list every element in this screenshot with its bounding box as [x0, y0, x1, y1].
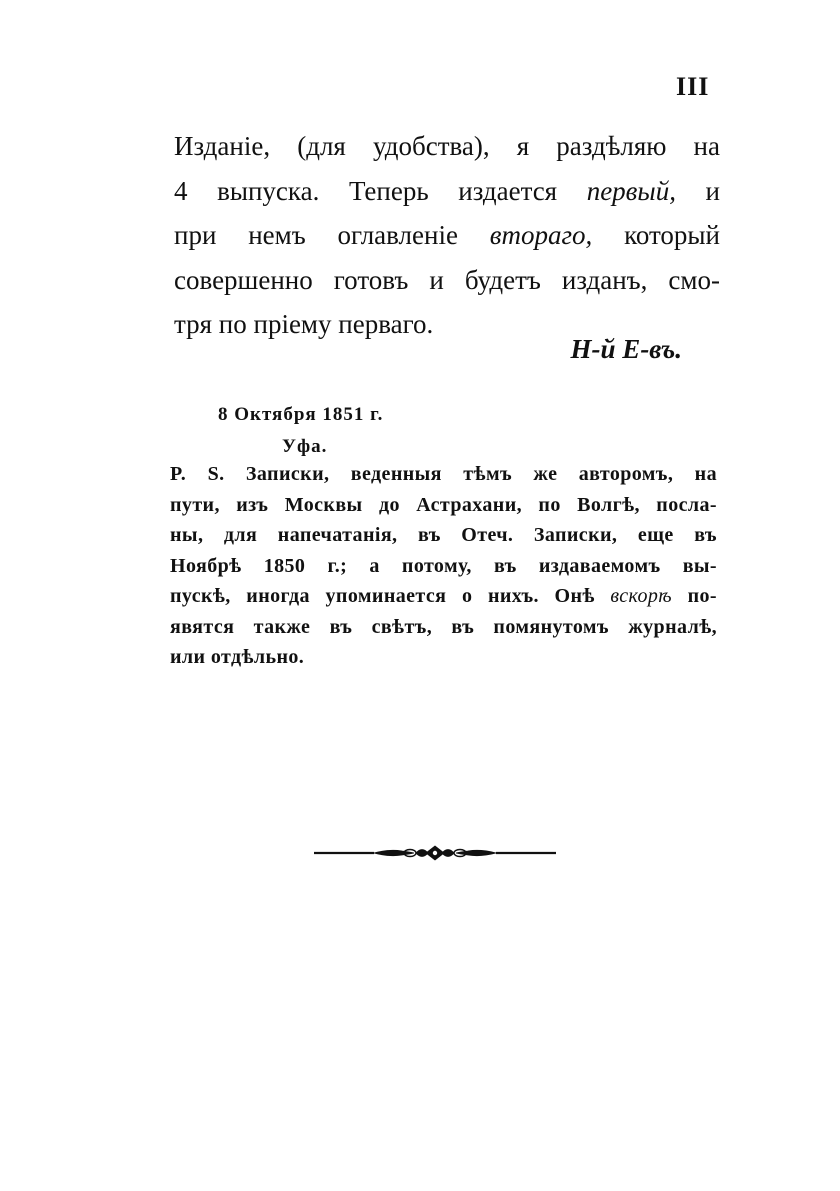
- text-run: который: [592, 220, 720, 250]
- author-signature: Н-й Е-въ.: [570, 334, 682, 364]
- text-run: P. S. Записки, веденныя тѣмъ же авторомъ, на: [170, 463, 717, 485]
- text-run: явятся также въ свѣтъ, въ помянутомъ журналѣ,: [170, 615, 717, 638]
- text-run: или отдѣльно.: [170, 646, 305, 668]
- main-line-4: [174, 258, 720, 303]
- ps-line-3: [170, 520, 717, 551]
- main-line-2: [174, 169, 720, 214]
- ps-line-2: [170, 490, 717, 521]
- ps-line-5: [170, 581, 717, 612]
- ps-line-1: [170, 459, 717, 490]
- italic-run: вскорѣ: [610, 585, 673, 607]
- italic-run: первый,: [586, 175, 676, 206]
- text-run: 4 выпуска. Теперь издается: [174, 175, 587, 206]
- tailpiece-ornament-icon: [314, 842, 556, 864]
- text-run: пускѣ, иногда упоминается о нихъ. Онѣ: [170, 585, 611, 607]
- text-run: Изданіе, (для удобства), я раздѣляю на: [174, 131, 720, 161]
- main-line-3: [174, 213, 720, 258]
- text-run: и: [675, 175, 720, 206]
- text-run: совершенно готовъ и будетъ изданъ, смо-: [174, 264, 720, 295]
- text-run: при немъ оглавленіе: [174, 220, 490, 250]
- main-line-1: [174, 124, 720, 169]
- main-paragraph: [174, 124, 720, 347]
- ps-line-7: [170, 642, 717, 673]
- page-number: III: [676, 72, 710, 101]
- place-line: Уфа.: [282, 436, 328, 457]
- date-line: 8 Октября 1851 г.: [218, 404, 384, 425]
- ps-line-4: [170, 551, 717, 582]
- postscript: [170, 459, 717, 673]
- text-run: пути, изъ Москвы до Астрахани, по Волгѣ, посла-: [170, 493, 717, 516]
- text-run: по-: [672, 585, 717, 607]
- ps-line-6: [170, 612, 717, 643]
- text-run: ны, для напечатанія, въ Отеч. Записки, еще въ: [170, 524, 717, 546]
- text-run: Ноябрѣ 1850 г.; а потому, въ издаваемомъ вы-: [170, 554, 717, 577]
- italic-run: втораго,: [489, 220, 593, 250]
- text-run: тря по пріему перваго.: [174, 309, 434, 339]
